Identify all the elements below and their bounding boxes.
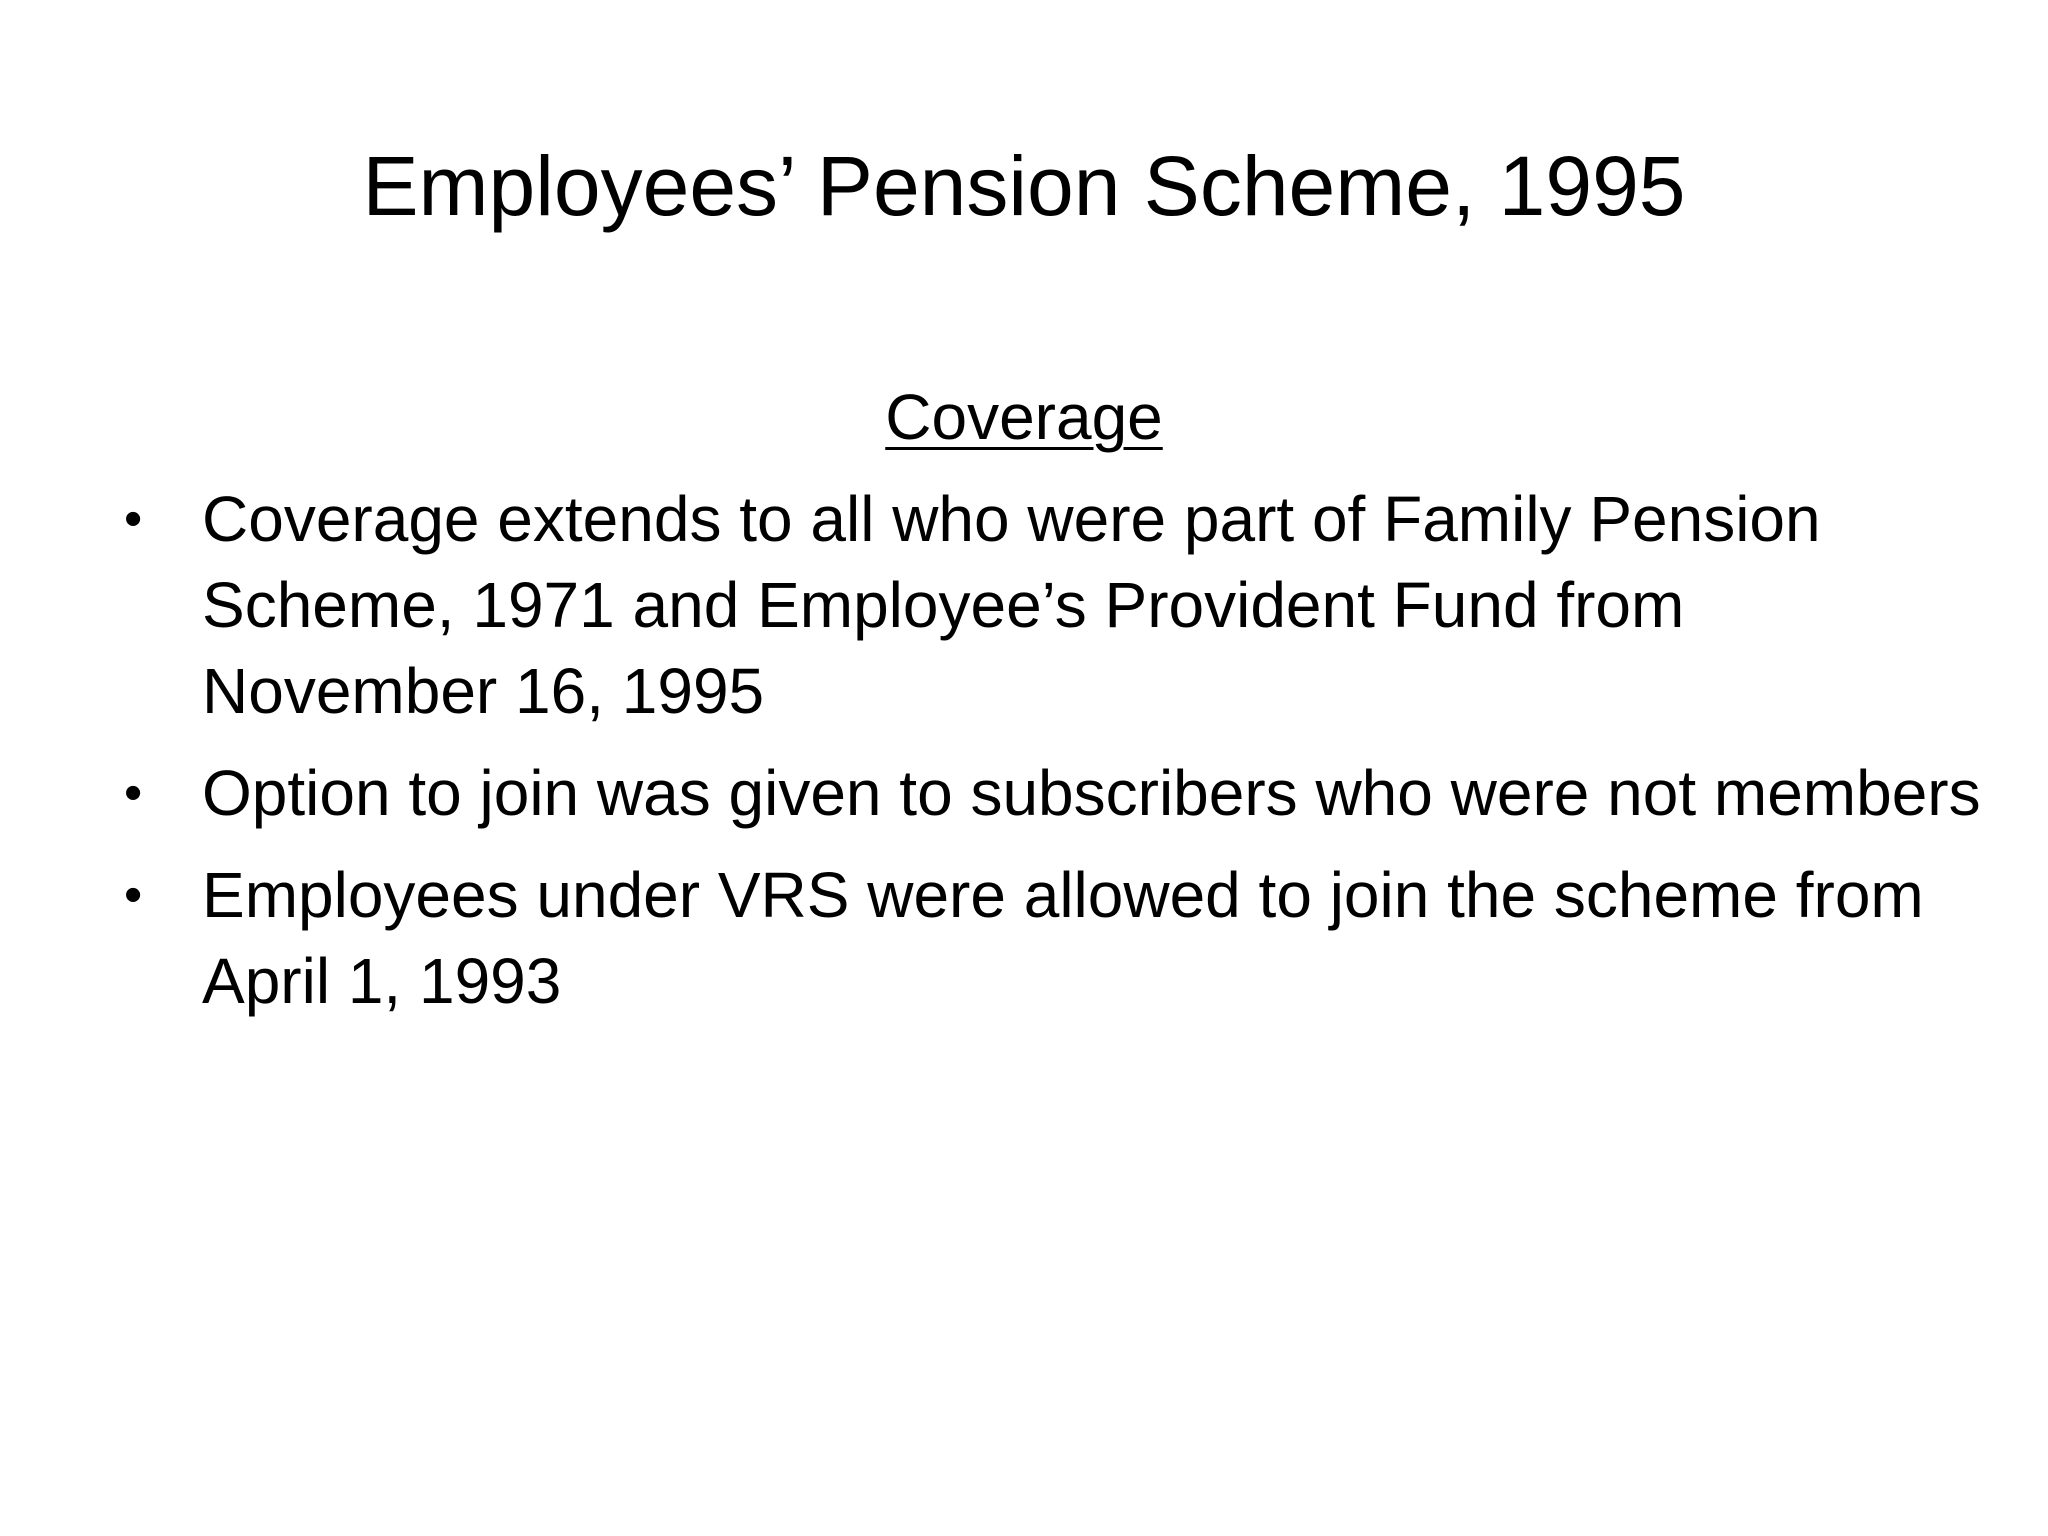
bullet-item xyxy=(0,852,2048,1024)
bullet-text: Option to join was given to subscribers who were not members xyxy=(202,757,1981,829)
section-heading-coverage: Coverage xyxy=(885,381,1163,453)
bullet-text: Coverage extends to all who were part of Family Pension Scheme, 1971 and Employee’s Provident Fund from November 16, 1995 xyxy=(202,483,1821,727)
bullet-item xyxy=(0,750,2048,836)
bullet-item xyxy=(0,476,2048,734)
bullet-list xyxy=(0,476,2048,1040)
bullet-icon: • xyxy=(124,866,143,924)
slide-title: Employees’ Pension Scheme, 1995 xyxy=(362,139,1686,233)
bullet-text: Employees under VRS were allowed to join the scheme from April 1, 1993 xyxy=(202,859,1924,1017)
bullet-icon: • xyxy=(124,490,143,548)
bullet-icon: • xyxy=(124,764,143,822)
